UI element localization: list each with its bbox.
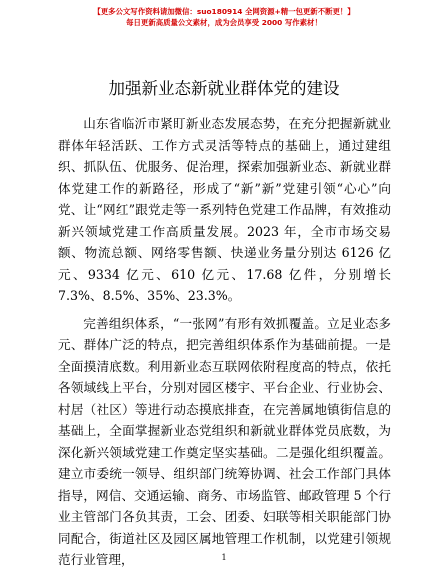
paragraph-intro: 山东省临沂市紧盯新业态发展态势，在充分把握新就业群体年轻活跃、工作方式灵活等特点的基础上，通过建组织、抓队伍、优服务、促治理，探索加强新业态、新就业群体党建工作的新路径，形成了“新”新”党建引领“心心”向党、让“网红”跟党走等一系列特色党建工作品牌，有效推动新兴领域党建工作高质量发展。2023 年，全市市场交易额、物流总额、网络零售额、快递业务量分别达 6126 亿元、9334 亿元、610 亿元、17.68 亿件，分别增长 7.3%、8.5%、35%、23.3%。 xyxy=(58,116,391,303)
paragraph-organization-system: 完善组织体系，“一张网”有形有效抓覆盖。立足业态多元、群体广泛的特点，把完善组织体系作为基础前提。一是全面摸清底数。利用新业态互联网依附程度高的特点，依托各领域线上平台，分别对园区楼宇、平台企业、行业协会、村居（社区）等进行动态摸底排查，在完善属地镇街信息的基础上，全面掌握新业态党组织和新就业群体党员底数，为深化新兴领域党建工作奠定坚实基础。二是强化组织覆盖。建立市委统一领导、组织部门统筹协调、社会工作部门具体指导，网信、交通运输、商务、市场监管、邮政管理 5 个行业主管部门各负其责，工会、团委、妇联等相关职能部门协同配合，街道社区及园区属地管理工作机制，以党建引领规范行业管理， xyxy=(58,315,391,567)
document-title: 加强新业态新就业群体党的建设 xyxy=(108,79,340,98)
promo-banner xyxy=(0,6,448,28)
document-body xyxy=(58,113,391,571)
page-number: 1 xyxy=(221,553,227,562)
promo-banner-line-2: 每日更新高质量公文素材，成为会员享受 2000 写作素材！ xyxy=(126,18,322,27)
promo-banner-line-1: 【更多公文写作资料请加微信：suo180914 全网资源+精一包更新不断更！】 xyxy=(93,7,355,16)
